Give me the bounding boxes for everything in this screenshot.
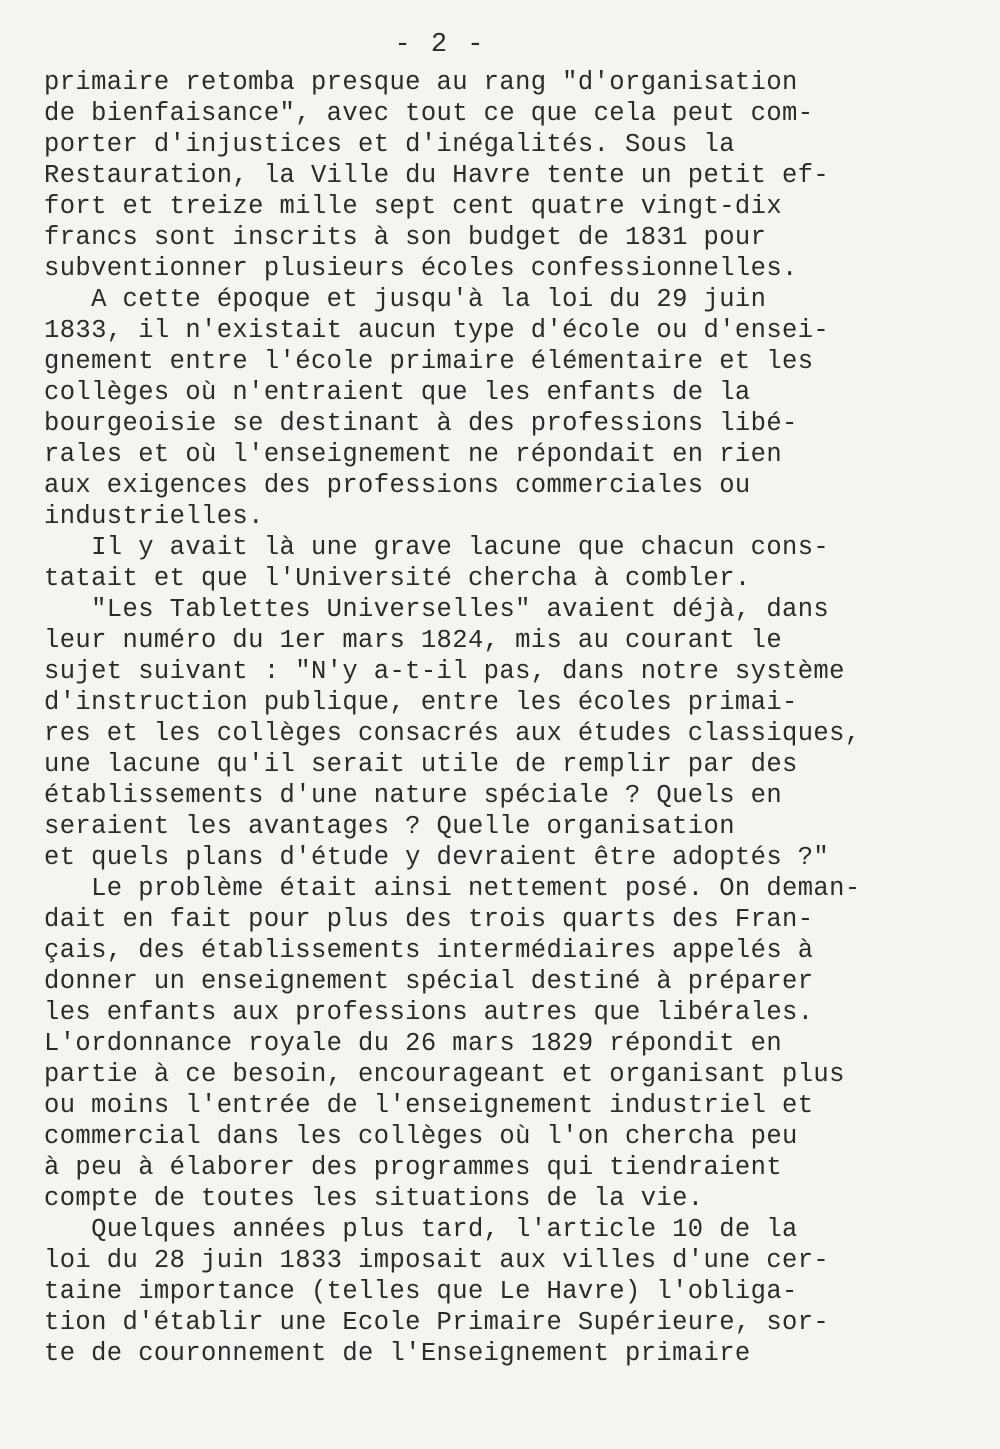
text-line: donner un enseignement spécial destiné à préparer bbox=[44, 967, 814, 996]
text-line: à peu à élaborer des programmes qui tiendraient bbox=[44, 1153, 783, 1182]
text-line: tatait et que l'Université chercha à combler. bbox=[44, 564, 751, 593]
text-line: L'ordonnance royale du 26 mars 1829 répondit en bbox=[44, 1029, 783, 1058]
text-line: partie à ce besoin, encourageant et organisant plus bbox=[44, 1060, 845, 1089]
text-line: seraient les avantages ? Quelle organisation bbox=[44, 812, 735, 841]
text-line: d'instruction publique, entre les écoles primai- bbox=[44, 688, 798, 717]
text-line: subventionner plusieurs écoles confessionnelles. bbox=[44, 254, 798, 283]
text-line: porter d'injustices et d'inégalités. Sous la bbox=[44, 130, 735, 159]
body-text bbox=[44, 67, 944, 1369]
text-line: une lacune qu'il serait utile de remplir par des bbox=[44, 750, 798, 779]
text-line: industrielles. bbox=[44, 502, 264, 531]
text-line: commercial dans les collèges où l'on chercha peu bbox=[44, 1122, 798, 1151]
text-line: ou moins l'entrée de l'enseignement industriel et bbox=[44, 1091, 814, 1120]
text-line: aux exigences des professions commerciales ou bbox=[44, 471, 751, 500]
text-line: gnement entre l'école primaire élémentaire et les bbox=[44, 347, 814, 376]
text-line: Restauration, la Ville du Havre tente un petit ef- bbox=[44, 161, 830, 190]
text-line: les enfants aux professions autres que libérales. bbox=[44, 998, 814, 1027]
text-line: francs sont inscrits à son budget de 1831 pour bbox=[44, 223, 767, 252]
text-line: dait en fait pour plus des trois quarts des Fran- bbox=[44, 905, 814, 934]
text-line: çais, des établissements intermédiaires appelés à bbox=[44, 936, 814, 965]
text-line: collèges où n'entraient que les enfants de la bbox=[44, 378, 751, 407]
text-line: primaire retomba presque au rang "d'organisation bbox=[44, 68, 798, 97]
text-line: Il y avait là une grave lacune que chacun cons- bbox=[44, 533, 830, 562]
text-line: fort et treize mille sept cent quatre vingt-dix bbox=[44, 192, 783, 221]
text-line: loi du 28 juin 1833 imposait aux villes d'une cer- bbox=[44, 1246, 830, 1275]
text-line: res et les collèges consacrés aux études classiques, bbox=[44, 719, 861, 748]
page-number: - 2 - bbox=[394, 30, 486, 60]
text-line: rales et où l'enseignement ne répondait en rien bbox=[44, 440, 783, 469]
text-line: A cette époque et jusqu'à la loi du 29 juin bbox=[44, 285, 767, 314]
text-line: leur numéro du 1er mars 1824, mis au courant le bbox=[44, 626, 783, 655]
text-line: bourgeoisie se destinant à des professions libé- bbox=[44, 409, 798, 438]
text-line: établissements d'une nature spéciale ? Quels en bbox=[44, 781, 783, 810]
text-line: de bienfaisance", avec tout ce que cela peut com- bbox=[44, 99, 814, 128]
text-line: et quels plans d'étude y devraient être adoptés ?" bbox=[44, 843, 830, 872]
text-line: "Les Tablettes Universelles" avaient déjà, dans bbox=[44, 595, 830, 624]
text-line: taine importance (telles que Le Havre) l'obliga- bbox=[44, 1277, 798, 1306]
text-line: Quelques années plus tard, l'article 10 de la bbox=[44, 1215, 798, 1244]
text-line: tion d'établir une Ecole Primaire Supérieure, sor- bbox=[44, 1308, 830, 1337]
text-line: compte de toutes les situations de la vie. bbox=[44, 1184, 704, 1213]
text-line: te de couronnement de l'Enseignement primaire bbox=[44, 1339, 751, 1368]
text-line: 1833, il n'existait aucun type d'école ou d'ensei- bbox=[44, 316, 830, 345]
text-line: sujet suivant : "N'y a-t-il pas, dans notre système bbox=[44, 657, 845, 686]
text-line: Le problème était ainsi nettement posé. On deman- bbox=[44, 874, 861, 903]
